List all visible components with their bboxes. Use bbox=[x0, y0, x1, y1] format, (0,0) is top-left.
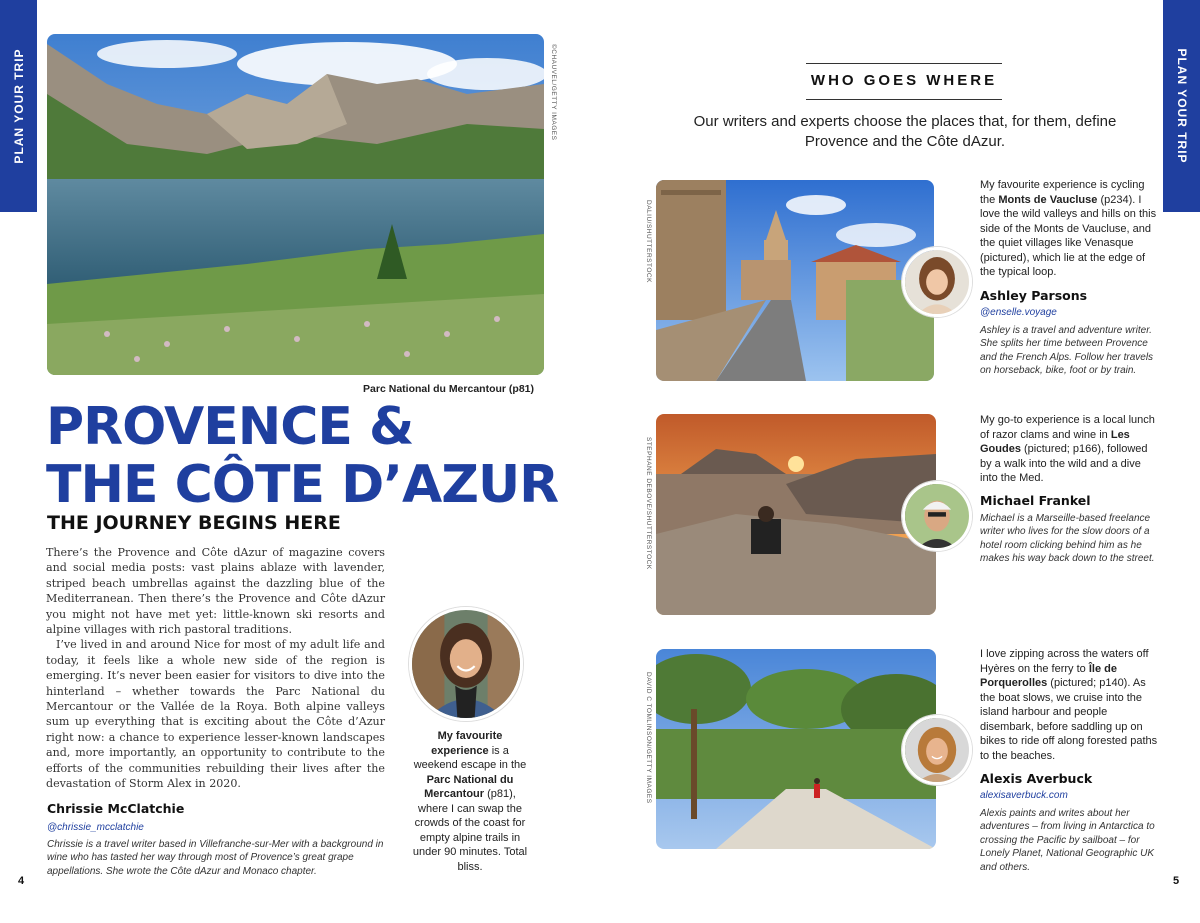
page-number-left: 4 bbox=[18, 875, 25, 887]
author-name-chrissie: Chrissie McClatchie bbox=[47, 801, 185, 816]
author-handle-ashley: @enselle.voyage bbox=[980, 307, 1057, 318]
entry-3-text-1: I love zipping across the waters off Hyères on the ferry to bbox=[980, 648, 1149, 675]
page-title bbox=[46, 398, 558, 514]
les-goudes-photo bbox=[656, 414, 936, 615]
fav-lead: My favourite experience bbox=[431, 730, 503, 757]
author-name-michael: Michael Frankel bbox=[980, 493, 1091, 508]
avatar-ashley bbox=[902, 247, 972, 317]
favourite-experience-chrissie bbox=[410, 729, 530, 874]
who-goes-where-intro: Our writers and experts choose the places that, for them, define Provence and the Côte dAzur. bbox=[693, 113, 1117, 150]
intro-paragraph-1: There’s the Provence and Côte dAzur of magazine covers and social media posts: vast plains ablaze with lavender, striped beach umbrellas against the dazzling blue of the Mediterranean. Then there’s the Provence and Côte dAzur you might not have met yet: little-known ski resorts and alpine villages with rich pastoral traditions. bbox=[46, 546, 385, 637]
title-line-2: THE CÔTE D’AZUR bbox=[46, 455, 559, 515]
vaucluse-photo-credit: DALIU/SHUTTERSTOCK bbox=[645, 200, 652, 283]
who-goes-where-heading: WHO GOES WHERE bbox=[810, 72, 998, 89]
author-bio-michael: Michael is a Marseille-based freelance writer who lives for the slow doors of a hotel room clicking behind him as he makes his way back down to the street. bbox=[980, 513, 1155, 565]
page-number-right: 5 bbox=[1173, 875, 1180, 887]
entry-2-text-2: (pictured; p166), followed by a walk into the wild and a dive into the Med. bbox=[980, 443, 1148, 484]
heading-rule-bottom bbox=[806, 99, 1002, 100]
avatar-alexis bbox=[902, 715, 972, 785]
plan-your-trip-tab-left bbox=[0, 0, 37, 212]
entry-3-place: Île de Porquerolles bbox=[980, 662, 1117, 689]
fav-text-1: is a weekend escape in the bbox=[413, 744, 527, 771]
main-photo-caption: Parc National du Mercantour (p81) bbox=[363, 383, 534, 395]
entry-3-text-2: (pictured; p140). As the boat slows, we cruise into the island harbour and people disembark, before saddling up on bikes to ride off along forested paths to the beaches. bbox=[980, 677, 1158, 762]
entry-1-place: Monts de Vaucluse bbox=[998, 193, 1098, 206]
author-name-alexis: Alexis Averbuck bbox=[980, 771, 1093, 786]
goudes-photo-credit: STEPHANE DEBOVE/SHUTTERSTOCK bbox=[645, 437, 652, 570]
author-bio-chrissie: Chrissie is a travel writer based in Villefranche-sur-Mer with a background in wine who has tasted her way through most of Provence’s great grape appellations. She wrote the Côte dAzur and Monaco chapter. bbox=[47, 839, 384, 877]
fav-text-2: (p81), where I can swap the crowds of the coast for empty alpine trails in under 90 minutes. Total bliss. bbox=[412, 788, 528, 873]
intro-paragraph-2: I’ve lived in and around Nice for most of my adult life and today, it feels like a whole new side of the region is emerging. It’s never been easier for visitors to dive into the hinterland – whether towards the Parc National du Mercantour or the Vallée de la Roya. Both alpine valleys sum up everything that is exciting about the Côte d’Azur right now: a chance to experience lesser-known landscapes and, more importantly, an opportunity to contribute to the efforts of the communities rebuilding their lives after the devastation of Storm Alex in 2020. bbox=[46, 638, 385, 791]
entry-2-text-1: My go-to experience is a local lunch of razor clams and wine in bbox=[980, 414, 1155, 441]
tab-label-right: PLAN YOUR TRIP bbox=[1174, 48, 1189, 164]
intro-text bbox=[46, 545, 385, 792]
porquerolles-photo-credit: DAVID C TOMLINSON/GETTY IMAGES bbox=[645, 672, 652, 804]
page-subtitle: THE JOURNEY BEGINS HERE bbox=[47, 512, 341, 534]
tab-label-left: PLAN YOUR TRIP bbox=[11, 48, 26, 164]
author-handle-chrissie: @chrissie_mcclatchie bbox=[47, 822, 144, 833]
plan-your-trip-tab-right bbox=[1163, 0, 1200, 212]
entry-michael-text bbox=[980, 413, 1160, 486]
venasque-photo bbox=[656, 180, 934, 381]
entry-1-text-2: (p234). I love the wild valleys and hills on this side of the Monts de Vaucluse, and the quiet villages like Venasque (pictured), which lie at the edge of the typical loop. bbox=[980, 193, 1157, 278]
main-photo-credit: ©CHAUVEL/GETTY IMAGES bbox=[550, 44, 557, 141]
author-name-ashley: Ashley Parsons bbox=[980, 288, 1088, 303]
entry-alexis-text bbox=[980, 647, 1160, 763]
entry-ashley-text bbox=[980, 178, 1160, 280]
author-bio-alexis: Alexis paints and writes about her adventures – from living in Antarctica to crossing the Pacific by sailboat – for Lonely Planet, National Geographic UK and others. bbox=[980, 808, 1155, 873]
author-bio-ashley: Ashley is a travel and adventure writer. She splits her time between Provence and the French Alps. Follow her travels on horseback, bike, foot or by train. bbox=[980, 325, 1154, 377]
porquerolles-photo bbox=[656, 649, 936, 849]
author-handle-alexis: alexisaverbuck.com bbox=[980, 790, 1068, 801]
mercantour-lake-photo bbox=[47, 34, 544, 375]
avatar-chrissie bbox=[409, 607, 523, 721]
avatar-michael bbox=[902, 481, 972, 551]
title-line-1: PROVENCE & bbox=[46, 397, 414, 457]
fav-place: Parc National du Mercantour bbox=[424, 773, 514, 800]
heading-rule-top bbox=[806, 63, 1002, 64]
entry-1-text-1: My favourite experience is cycling the bbox=[980, 179, 1145, 206]
entry-2-place: Les Goudes bbox=[980, 428, 1130, 455]
